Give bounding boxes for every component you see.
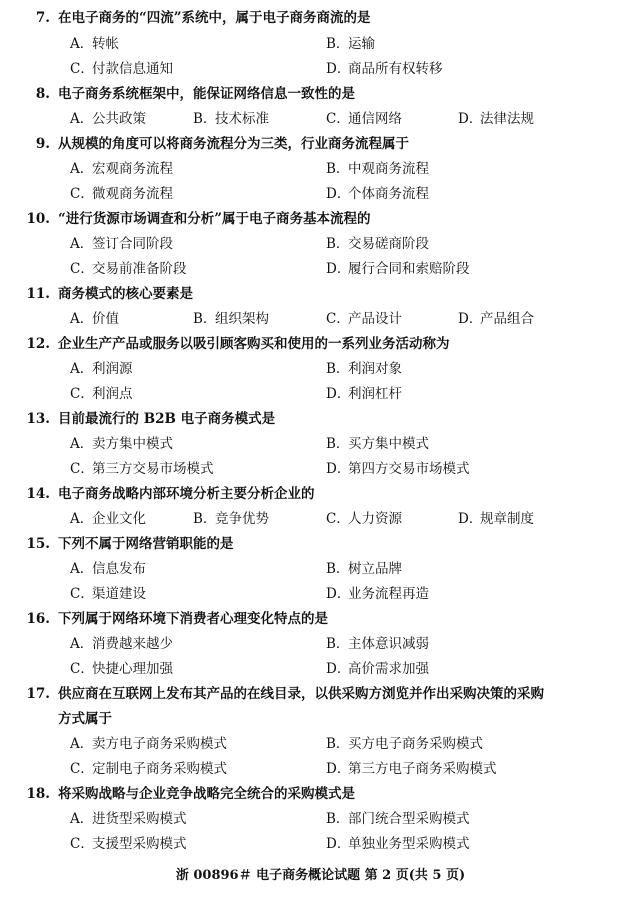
question-number: 12. [26,336,50,352]
question-text: 企业生产产品或服务以吸引顾客购买和使用的一系列业务活动称为 [58,336,450,352]
option-a: A．价值 [70,311,119,327]
option-a: A．信息发布 [70,561,146,577]
option-c: C．人力资源 [326,511,402,527]
option-b: B．部门统合型采购模式 [326,811,470,827]
question-number: 7. [35,10,50,26]
question-text: 将采购战略与企业竞争战略完全统合的采购模式是 [58,786,355,802]
option-b: B．主体意识减弱 [326,636,429,652]
option-a: A．进货型采购模式 [70,811,187,827]
question-number: 17. [26,686,50,702]
option-a: A．利润源 [70,361,133,377]
option-b: B．组织架构 [193,311,269,327]
option-d: D．高价需求加强 [326,661,429,677]
option-d: D．规章制度 [458,511,534,527]
option-b: B．买方集中模式 [326,436,429,452]
option-b: B．交易磋商阶段 [326,236,429,252]
option-b: B．技术标准 [193,111,269,127]
option-a: A．签订合同阶段 [70,236,173,252]
question-text: 电子商务战略内部环境分析主要分析企业的 [58,486,315,502]
option-d: D．个体商务流程 [326,186,429,202]
option-c: C．渠道建设 [70,586,146,602]
question-number: 11. [26,286,50,302]
question-text: 供应商在互联网上发布其产品的在线目录，以供采购方浏览并作出采购决策的采购 [58,686,544,702]
option-c: C．产品设计 [326,311,402,327]
option-d: D．利润杠杆 [326,386,402,402]
option-a: A．卖方集中模式 [70,436,173,452]
question-text: 电子商务系统框架中，能保证网络信息一致性的是 [58,86,355,102]
option-b: B．运输 [326,36,375,52]
option-a: A．企业文化 [70,511,146,527]
question-number: 15. [26,536,50,552]
option-d: D．履行合同和索赔阶段 [326,261,470,277]
option-c: C．快捷心理加强 [70,661,173,677]
option-d: D．法律法规 [458,111,534,127]
option-c: C．利润点 [70,386,133,402]
question-text-line2: 方式属于 [58,711,112,727]
option-a: A．转帐 [70,36,119,52]
option-d: D．商品所有权转移 [326,61,443,77]
question-number: 16. [26,611,50,627]
option-d: D．业务流程再造 [326,586,429,602]
option-a: A．公共政策 [70,111,146,127]
question-text: 在电子商务的“四流”系统中，属于电子商务商流的是 [58,10,371,26]
question-text: “进行货源市场调查和分析”属于电子商务基本流程的 [58,211,371,227]
option-b: B．竞争优势 [193,511,269,527]
option-a: A．消费越来越少 [70,636,173,652]
question-text: 目前最流行的 B2B 电子商务模式是 [58,411,276,427]
question-number: 8. [35,86,50,102]
option-c: C．付款信息通知 [70,61,173,77]
question-text: 下列属于网络环境下消费者心理变化特点的是 [58,611,328,627]
question-number: 14. [26,486,50,502]
option-b: B．买方电子商务采购模式 [326,736,483,752]
option-c: C．支援型采购模式 [70,836,187,852]
option-a: A．卖方电子商务采购模式 [70,736,227,752]
question-text: 商务模式的核心要素是 [58,286,193,302]
option-b: B．树立品牌 [326,561,402,577]
question-number: 10. [26,211,50,227]
question-text: 下列不属于网络营销职能的是 [58,536,234,552]
question-number: 9. [35,136,50,152]
option-d: D．产品组合 [458,311,534,327]
option-c: C．定制电子商务采购模式 [70,761,227,777]
option-a: A．宏观商务流程 [70,161,173,177]
option-c: C．通信网络 [326,111,402,127]
question-text: 从规模的角度可以将商务流程分为三类，行业商务流程属于 [58,136,409,152]
option-b: B．中观商务流程 [326,161,429,177]
option-d: D．单独业务型采购模式 [326,836,470,852]
option-c: C．第三方交易市场模式 [70,461,214,477]
option-c: C．交易前准备阶段 [70,261,187,277]
question-number: 13. [26,411,50,427]
page-footer: 浙 00896＃ 电子商务概论试题 第 2 页(共 5 页) [175,868,466,883]
question-number: 18. [26,786,50,802]
option-d: D．第三方电子商务采购模式 [326,761,497,777]
option-b: B．利润对象 [326,361,402,377]
option-c: C．微观商务流程 [70,186,173,202]
option-d: D．第四方交易市场模式 [326,461,470,477]
